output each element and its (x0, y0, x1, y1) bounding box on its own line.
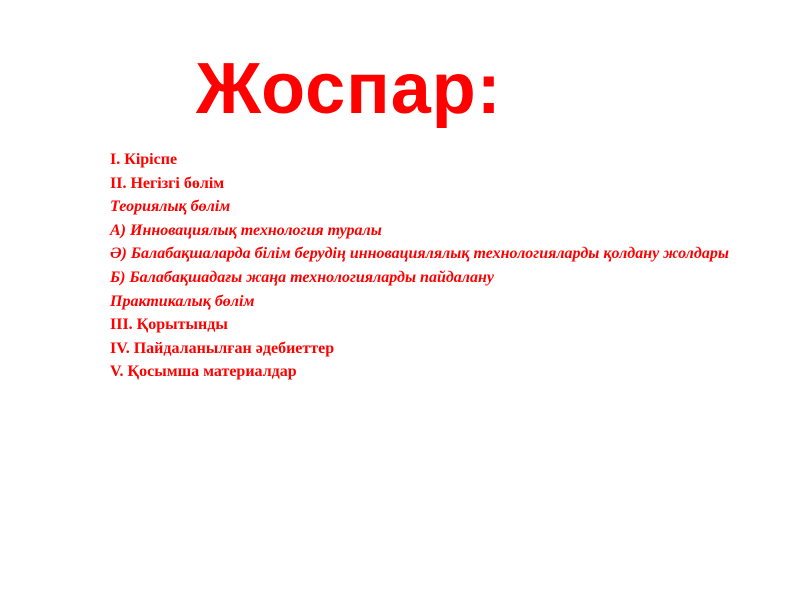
plan-outline (110, 148, 750, 384)
outline-item-intro: I. Кіріспе (110, 151, 178, 168)
outline-item-main-part: II. Негізгі бөлім (110, 174, 225, 192)
slide-title: Жоспар: (196, 49, 502, 129)
outline-item-appendix: V. Қосымша материалдар (110, 363, 297, 381)
outline-item-conclusion: III. Қорытынды (110, 316, 228, 334)
outline-item-practice: Практикалық бөлім (110, 292, 255, 310)
outline-item-innovation-tech: А) Инновациялық технология туралы (110, 221, 382, 239)
outline-item-new-tech-usage: Б) Балабақшадағы жаңа технологияларды пайдалану (110, 268, 494, 286)
outline-item-references: IV. Пайдаланылған әдебиеттер (110, 339, 335, 357)
outline-item-kindergarten-methods: Ә) Балабақшаларда білім берудің инновациялялық технологияларды қолдану жолдары (110, 245, 729, 263)
outline-item-theory: Теориялық бөлім (110, 198, 231, 216)
